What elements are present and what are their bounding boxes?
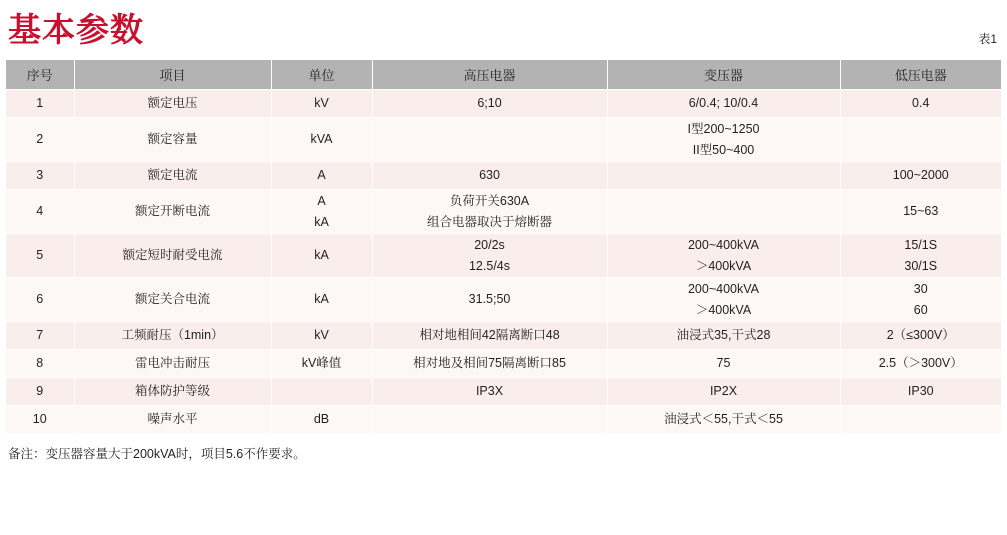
cell-unit-line: kV峰值	[301, 356, 342, 370]
cell-lv-line: 60	[913, 302, 928, 317]
cell-no-line: 3	[36, 168, 44, 182]
cell-unit-line: kV	[314, 96, 329, 110]
cell-item	[74, 278, 271, 322]
cell-unit-line: dB	[313, 412, 330, 426]
cell-transformer	[607, 162, 840, 190]
cell-hv-line: 31.5;50	[468, 292, 511, 306]
cell-unit-line: kA	[314, 292, 329, 306]
cell-hv-line: 相对地相间42隔离断口48	[419, 328, 560, 342]
cell-unit	[271, 234, 372, 278]
cell-transformer	[607, 190, 840, 234]
cell-lv-line: 2.5（＞300V）	[878, 356, 963, 370]
table-row	[6, 90, 1001, 118]
cell-transformer	[607, 322, 840, 350]
cell-item	[74, 190, 271, 234]
cell-hv-line: 6;10	[477, 96, 502, 110]
table-row	[6, 278, 1001, 322]
cell-no	[6, 322, 74, 350]
cell-unit	[271, 350, 372, 378]
cell-hv-line: 20/2s	[474, 237, 505, 252]
cell-lv-line: 0.4	[912, 96, 930, 110]
cell-transformer-line: 油浸式＜55,干式＜55	[664, 412, 783, 426]
table-header-row	[6, 60, 1001, 90]
cell-hv	[372, 118, 607, 162]
cell-transformer-line: II型50~400	[692, 142, 755, 157]
cell-unit-line: A	[317, 168, 326, 182]
table-row	[6, 322, 1001, 350]
cell-hv-line: 相对地及相间75隔离断口85	[413, 356, 566, 370]
cell-unit	[271, 406, 372, 434]
cell-unit	[271, 90, 372, 118]
cell-lv-line: 30/1S	[904, 258, 938, 273]
table-number-label: 表1	[978, 32, 997, 46]
cell-unit-line: kA	[314, 248, 329, 262]
cell-no-line: 10	[32, 412, 47, 426]
cell-no	[6, 162, 74, 190]
column-header-transformer: 变压器	[607, 60, 840, 90]
cell-item	[74, 162, 271, 190]
cell-unit-line: kV	[314, 328, 329, 342]
cell-hv-line: 630	[479, 168, 500, 182]
cell-item	[74, 406, 271, 434]
table-note: 备注：变压器容量大于200kVA时，项目5.6不作要求。	[8, 447, 306, 461]
column-header-no: 序号	[6, 60, 74, 90]
cell-no	[6, 350, 74, 378]
cell-no	[6, 278, 74, 322]
cell-transformer	[607, 90, 840, 118]
table-row	[6, 234, 1001, 278]
cell-transformer-line: ＞400kVA	[695, 302, 752, 317]
cell-hv-line: IP3X	[475, 384, 504, 398]
cell-item	[74, 90, 271, 118]
cell-hv-line: 12.5/4s	[468, 258, 510, 273]
cell-lv	[840, 118, 1001, 162]
cell-transformer	[607, 234, 840, 278]
cell-lv-line: IP30	[907, 384, 934, 398]
cell-item-line: 噪声水平	[147, 412, 198, 426]
cell-lv	[840, 350, 1001, 378]
cell-no-line: 2	[36, 132, 44, 146]
page-header	[6, 0, 1001, 60]
cell-lv	[840, 378, 1001, 406]
cell-transformer	[607, 406, 840, 434]
cell-no-line: 7	[36, 328, 44, 342]
cell-hv	[372, 90, 607, 118]
cell-lv-line: 30	[913, 281, 928, 296]
cell-no	[6, 118, 74, 162]
table-row	[6, 190, 1001, 234]
cell-unit	[271, 190, 372, 234]
cell-item-line: 额定短时耐受电流	[122, 248, 223, 262]
cell-item-line: 额定电流	[147, 168, 198, 182]
cell-item	[74, 234, 271, 278]
cell-item-line: 额定电压	[147, 96, 198, 110]
column-header-unit: 单位	[271, 60, 372, 90]
cell-no-line: 8	[36, 356, 44, 370]
cell-no	[6, 406, 74, 434]
cell-transformer	[607, 350, 840, 378]
cell-transformer	[607, 118, 840, 162]
cell-lv-line: 100~2000	[892, 168, 949, 182]
cell-no	[6, 234, 74, 278]
cell-item-line: 额定开断电流	[134, 204, 210, 218]
cell-item	[74, 378, 271, 406]
cell-no-line: 1	[36, 96, 44, 110]
cell-transformer-line: 200~400kVA	[687, 281, 759, 296]
cell-item-line: 额定关合电流	[134, 292, 210, 306]
cell-no	[6, 190, 74, 234]
cell-lv	[840, 278, 1001, 322]
cell-no-line: 9	[36, 384, 44, 398]
basic-parameters-table	[6, 60, 1001, 434]
cell-lv	[840, 162, 1001, 190]
cell-item	[74, 350, 271, 378]
cell-no-line: 6	[36, 292, 44, 306]
cell-transformer-line: I型200~1250	[687, 121, 760, 136]
cell-hv	[372, 350, 607, 378]
cell-transformer	[607, 278, 840, 322]
cell-lv	[840, 234, 1001, 278]
cell-unit	[271, 118, 372, 162]
cell-transformer-line: IP2X	[709, 384, 738, 398]
column-header-lv: 低压电器	[840, 60, 1001, 90]
cell-item-line: 雷电冲击耐压	[134, 356, 210, 370]
cell-item	[74, 118, 271, 162]
cell-unit-line: kA	[314, 214, 329, 229]
cell-transformer-line: 油浸式35,干式28	[676, 328, 771, 342]
cell-no	[6, 378, 74, 406]
cell-lv-line: 15~63	[903, 204, 939, 218]
cell-unit	[271, 278, 372, 322]
cell-item	[74, 322, 271, 350]
cell-hv-line: 组合电器取决于熔断器	[426, 214, 552, 229]
cell-transformer-line: 6/0.4; 10/0.4	[688, 96, 759, 110]
cell-hv-line: 负荷开关630A	[449, 193, 530, 208]
table-body	[6, 90, 1001, 434]
cell-transformer	[607, 378, 840, 406]
cell-hv	[372, 234, 607, 278]
cell-hv	[372, 378, 607, 406]
cell-unit-line: A	[317, 193, 326, 208]
table-row	[6, 118, 1001, 162]
cell-lv	[840, 190, 1001, 234]
cell-lv	[840, 322, 1001, 350]
table-row	[6, 378, 1001, 406]
cell-item-line: 工频耐压（1min）	[121, 328, 224, 342]
cell-hv	[372, 190, 607, 234]
cell-hv	[372, 406, 607, 434]
cell-hv	[372, 278, 607, 322]
column-header-hv: 高压电器	[372, 60, 607, 90]
cell-unit	[271, 322, 372, 350]
column-header-item: 项目	[74, 60, 271, 90]
cell-hv	[372, 162, 607, 190]
cell-lv	[840, 406, 1001, 434]
cell-hv	[372, 322, 607, 350]
cell-no-line: 5	[36, 248, 44, 262]
cell-lv	[840, 90, 1001, 118]
cell-transformer-line: ＞400kVA	[695, 258, 752, 273]
cell-item-line: 额定容量	[147, 132, 198, 146]
table-row	[6, 162, 1001, 190]
cell-transformer-line: 75	[716, 356, 731, 370]
page-title: 基本参数	[8, 11, 144, 48]
cell-transformer-line: 200~400kVA	[687, 237, 759, 252]
cell-lv-line: 2（≤300V）	[886, 328, 955, 342]
table-row	[6, 350, 1001, 378]
cell-unit-line: kVA	[310, 132, 333, 146]
cell-no	[6, 90, 74, 118]
table-row	[6, 406, 1001, 434]
cell-no-line: 4	[36, 204, 44, 218]
cell-item-line: 箱体防护等级	[134, 384, 210, 398]
cell-unit	[271, 162, 372, 190]
cell-unit	[271, 378, 372, 406]
cell-lv-line: 15/1S	[904, 237, 938, 252]
